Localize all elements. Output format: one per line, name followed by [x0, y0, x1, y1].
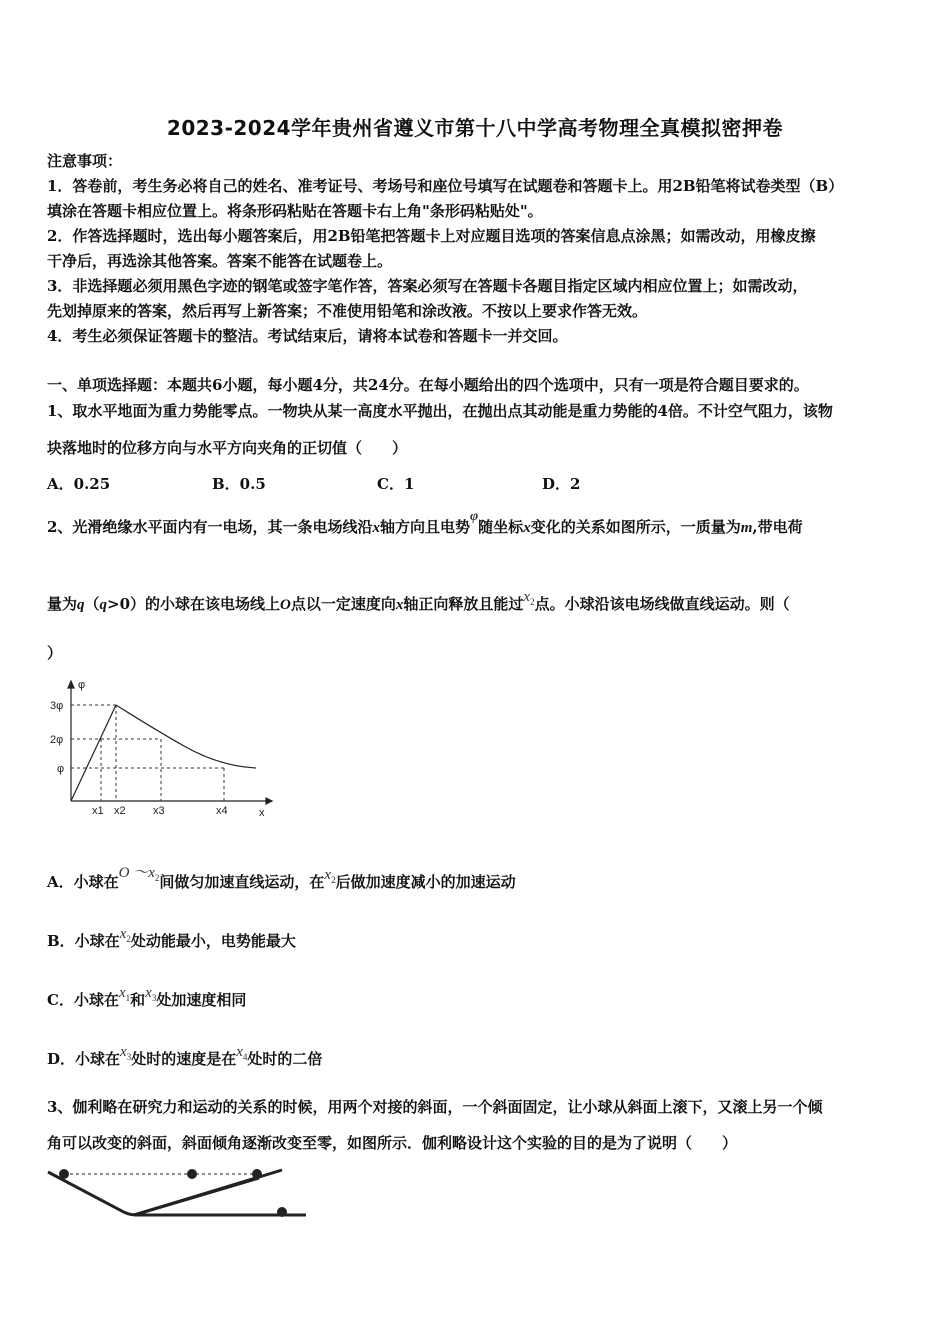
- phi-symbol: φ: [469, 509, 479, 524]
- ball-flat: [277, 1207, 287, 1217]
- y-axis-arrow: [68, 681, 74, 688]
- y-axis-label: φ: [78, 679, 86, 691]
- ball-start: [59, 1169, 69, 1179]
- q2-option-b: B．小球在$x_2$处动能最小，电势能最大: [47, 926, 296, 950]
- ball-incline-2: [252, 1169, 262, 1179]
- track: [48, 1172, 306, 1215]
- q2-option-a: A．小球在O $\sim x_2$间做匀加速直线运动，在$x_2$后做加速度减小的加速运动: [47, 865, 516, 891]
- section-heading: 一、单项选择题：本题共6小题，每小题4分，共24分。在每小题给出的四个选项中，只有一项是符合题目要求的。: [47, 376, 809, 394]
- q3-stem: 角可以改变的斜面，斜面倾角逐渐改变至零，如图所示．伽利略设计这个实验的目的是为了说明（ ）: [47, 1134, 738, 1152]
- potential-curve-decay: [116, 705, 256, 768]
- x-tick-x3: x3: [153, 805, 165, 817]
- q2-stem-line3: ）: [47, 644, 63, 662]
- inclined-planes-figure: [44, 1160, 314, 1230]
- x-axis-label: x: [259, 807, 265, 819]
- q2-option-d: D．小球在$x_3$处时的速度是在$x_4$处时的二倍: [47, 1044, 323, 1068]
- q1-option-a: A．0.25: [47, 475, 111, 493]
- notice-line: 4．考生必须保证答题卡的整洁。考试结束后，请将本试卷和答题卡一并交回。: [47, 327, 568, 345]
- x-tick-x4: x4: [216, 805, 228, 817]
- q2-stem-line2: 量为q（q>0）的小球在该电场线上O点以一定速度向x轴正向释放且能过$x_2$点。小球沿该电场线做直线运动。则（: [47, 589, 790, 613]
- q1-stem: 块落地时的位移方向与水平方向夹角的正切值（ ）: [47, 439, 408, 457]
- q2-stem-line1: 2、光滑绝缘水平面内有一电场，其一条电场线沿x轴方向且电势φ随坐标x变化的关系如图所示，一质量为m,带电荷: [47, 509, 803, 536]
- q2-option-c: C．小球在$x_1$和$x_3$处加速度相同: [47, 985, 247, 1009]
- page-title: 2023-2024学年贵州省遵义市第十八中学高考物理全真模拟密押卷: [166, 116, 784, 140]
- potential-curve-rise: [71, 705, 116, 801]
- q1-option-d: D．2: [542, 475, 581, 493]
- q1-option-b: B．0.5: [212, 475, 266, 493]
- y-tick-3phi: 3φ: [50, 700, 64, 712]
- y-tick-2phi: 2φ: [50, 734, 64, 746]
- notice-line: 填涂在答题卡相应位置上。将条形码粘贴在答题卡右上角"条形码粘贴处"。: [47, 202, 543, 220]
- q1-stem: 1、取水平地面为重力势能零点。一物块从某一高度水平抛出，在抛出点其动能是重力势能的4倍。不计空气阻力，该物: [47, 402, 833, 420]
- notice-line: 干净后，再选涂其他答案。答案不能答在试题卷上。: [47, 252, 393, 270]
- notice-heading: 注意事项：: [47, 152, 123, 170]
- notice-line: 1．答卷前，考生务必将自己的姓名、准考证号、考场号和座位号填写在试题卷和答题卡上。用2B铅笔将试卷类型（B）: [47, 177, 844, 195]
- q3-stem: 3、伽利略在研究力和运动的关系的时候，用两个对接的斜面，一个斜面固定，让小球从斜面上滚下，又滚上另一个倾: [47, 1098, 823, 1116]
- x-tick-x2: x2: [114, 805, 126, 817]
- potential-graph: [44, 674, 276, 824]
- notice-line: 3．非选择题必须用黑色字迹的钢笔或签字笔作答，答案必须写在答题卡各题目指定区域内相应位置上；如需改动，: [47, 277, 808, 295]
- y-tick-phi: φ: [57, 763, 65, 775]
- notice-line: 2．作答选择题时，选出每小题答案后，用2B铅笔把答题卡上对应题目选项的答案信息点涂黑；如需改动，用橡皮擦: [47, 227, 816, 245]
- x-axis-arrow: [266, 798, 272, 804]
- x-tick-x1: x1: [92, 805, 104, 817]
- ball-incline-1: [187, 1169, 197, 1179]
- q1-option-c: C．1: [377, 475, 415, 493]
- notice-line: 先划掉原来的答案，然后再写上新答案；不准使用铅笔和涂改液。不按以上要求作答无效。: [47, 302, 648, 320]
